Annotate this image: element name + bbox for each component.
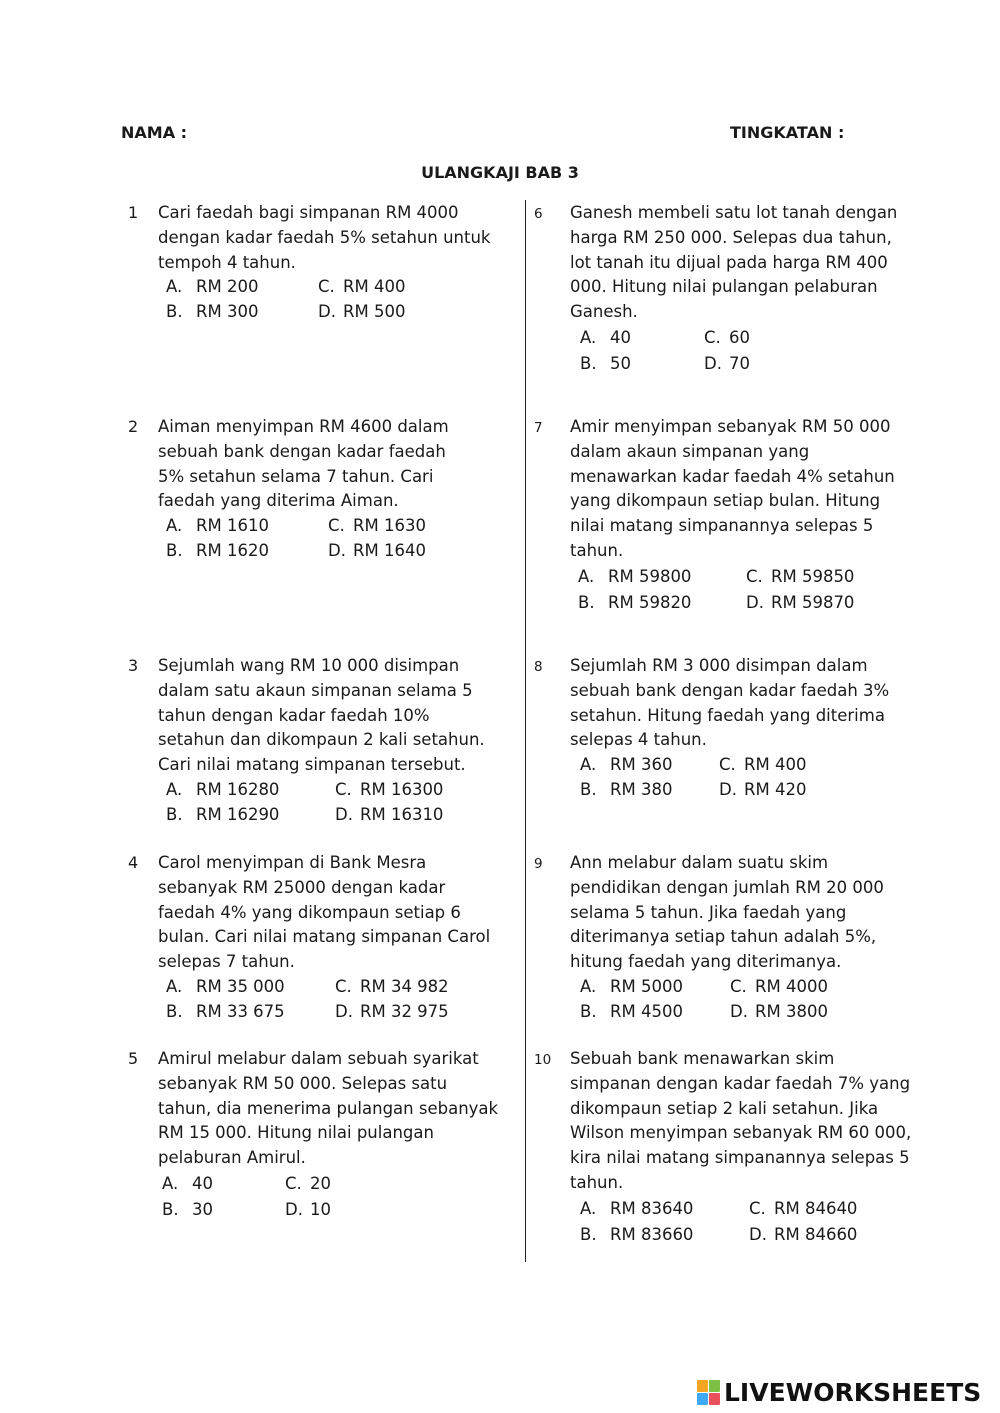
- option-c[interactable]: C. RM 4000: [730, 976, 828, 996]
- question-number: 8: [534, 659, 543, 675]
- question-text: Carol menyimpan di Bank Mesra sebanyak RM 25000 dengan kadar faedah 4% yang dikompaun setiap 6 bulan. Cari nilai matang simpanan Carol selepas 7 tahun.: [158, 853, 491, 972]
- option-d[interactable]: D. RM 420: [719, 779, 807, 799]
- question-text: Ganesh membeli satu lot tanah dengan harga RM 250 000. Selepas dua tahun, lot tanah itu dijual pada harga RM 400 000. Hitung nilai pulangan pelaburan Ganesh.: [570, 203, 898, 322]
- question-number: 6: [534, 206, 543, 222]
- option-d[interactable]: D. RM 16310: [335, 804, 444, 824]
- liveworksheets-wordmark: LIVEWORKSHEETS: [724, 1378, 982, 1407]
- form-level-label: TINGKATAN :: [730, 123, 845, 142]
- question-8: [534, 654, 930, 803]
- option-a[interactable]: A. RM 16280: [166, 779, 280, 799]
- option-d[interactable]: D. RM 3800: [730, 1001, 828, 1021]
- question-3: [128, 654, 518, 828]
- option-b[interactable]: B. RM 33 675: [166, 1001, 285, 1021]
- option-a[interactable]: A. RM 5000: [580, 976, 683, 996]
- answer-options: [166, 975, 518, 1025]
- option-c[interactable]: C. RM 1630: [328, 516, 426, 536]
- answer-options: [580, 753, 930, 803]
- option-a[interactable]: A. 40: [162, 1173, 213, 1193]
- option-c[interactable]: C. RM 34 982: [335, 976, 449, 996]
- option-b[interactable]: B. RM 1620: [166, 540, 269, 560]
- question-text: Cari faedah bagi simpanan RM 4000 dengan kadar faedah 5% setahun untuk tempoh 4 tahun.: [158, 203, 491, 272]
- name-label: NAMA :: [121, 123, 188, 142]
- option-b[interactable]: B. RM 16290: [166, 804, 280, 824]
- question-6: [534, 201, 930, 378]
- option-b[interactable]: B. RM 83660: [580, 1225, 694, 1245]
- question-4: [128, 851, 518, 1025]
- option-b[interactable]: B. 50: [580, 354, 631, 374]
- answer-options: [580, 1196, 930, 1249]
- question-7: [534, 415, 930, 617]
- question-text: Sejumlah wang RM 10 000 disimpan dalam satu akaun simpanan selama 5 tahun dengan kadar faedah 10% setahun dan dikompaun 2 kali setahun. Cari nilai matang simpanan tersebut.: [158, 656, 485, 775]
- option-c[interactable]: C. RM 400: [719, 755, 807, 775]
- answer-options: [166, 275, 518, 325]
- option-d[interactable]: D. RM 1640: [328, 540, 426, 560]
- question-text: Ann melabur dalam suatu skim pendidikan dengan jumlah RM 20 000 selama 5 tahun. Jika faedah yang diterimanya setiap tahun adalah 5%, hitung faedah yang diterimanya.: [570, 853, 884, 972]
- option-b[interactable]: B. 30: [162, 1200, 213, 1220]
- option-a[interactable]: A. RM 200: [166, 277, 259, 297]
- question-number: 10: [534, 1052, 552, 1068]
- option-d[interactable]: D. RM 500: [318, 302, 406, 322]
- liveworksheets-logo: [697, 1378, 981, 1407]
- option-b[interactable]: B. RM 380: [580, 779, 673, 799]
- option-a[interactable]: A. 40: [580, 327, 631, 347]
- option-a[interactable]: A. RM 83640: [580, 1198, 694, 1218]
- option-a[interactable]: A. RM 35 000: [166, 976, 285, 996]
- option-d[interactable]: D. RM 84660: [749, 1225, 858, 1245]
- option-c[interactable]: C. RM 59850: [746, 566, 855, 586]
- option-d[interactable]: D. RM 32 975: [335, 1001, 449, 1021]
- answer-options: [166, 514, 518, 564]
- question-5: [128, 1047, 518, 1224]
- answer-options: [578, 564, 930, 617]
- question-text: Amir menyimpan sebanyak RM 50 000 dalam akaun simpanan yang menawarkan kadar faedah 4% setahun yang dikompaun setiap bulan. Hitung nilai matang simpanannya selepas 5 tahun.: [570, 417, 895, 560]
- question-2: [128, 415, 518, 564]
- column-divider: [525, 200, 526, 1262]
- option-d[interactable]: D. RM 59870: [746, 593, 855, 613]
- option-c[interactable]: C. RM 400: [318, 277, 406, 297]
- worksheet-title: ULANGKAJI BAB 3: [421, 163, 579, 182]
- question-number: 2: [128, 417, 139, 436]
- answer-options: [166, 778, 518, 828]
- option-b[interactable]: B. RM 300: [166, 302, 259, 322]
- option-a[interactable]: A. RM 59800: [578, 566, 692, 586]
- question-text: Amirul melabur dalam sebuah syarikat sebanyak RM 50 000. Selepas satu tahun, dia menerima pulangan sebanyak RM 15 000. Hitung nilai pulangan pelaburan Amirul.: [158, 1049, 499, 1168]
- question-number: 9: [534, 856, 543, 872]
- option-c[interactable]: C. 20: [285, 1173, 331, 1193]
- question-number: 1: [128, 203, 139, 222]
- question-text: Sejumlah RM 3 000 disimpan dalam sebuah bank dengan kadar faedah 3% setahun. Hitung faedah yang diterima selepas 4 tahun.: [570, 656, 890, 750]
- question-1: [128, 201, 518, 325]
- option-d[interactable]: D. 10: [285, 1200, 331, 1220]
- question-9: [534, 851, 930, 1025]
- option-d[interactable]: D. 70: [704, 354, 750, 374]
- option-c[interactable]: C. RM 84640: [749, 1198, 858, 1218]
- answer-options: [580, 325, 930, 378]
- option-c[interactable]: C. 60: [704, 327, 750, 347]
- option-c[interactable]: C. RM 16300: [335, 779, 444, 799]
- question-text: Sebuah bank menawarkan skim simpanan dengan kadar faedah 7% yang dikompaun setiap 2 kali setahun. Jika Wilson menyimpan sebanyak RM 60 000, kira nilai matang simpanannya selepas 5 tahun.: [570, 1049, 912, 1192]
- question-number: 4: [128, 853, 139, 872]
- option-b[interactable]: B. RM 59820: [578, 593, 692, 613]
- option-b[interactable]: B. RM 4500: [580, 1001, 683, 1021]
- option-a[interactable]: A. RM 360: [580, 755, 673, 775]
- question-text: Aiman menyimpan RM 4600 dalam sebuah bank dengan kadar faedah 5% setahun selama 7 tahun. Cari faedah yang diterima Aiman.: [158, 417, 449, 511]
- question-number: 5: [128, 1049, 139, 1068]
- liveworksheets-logo-icon: [697, 1380, 721, 1406]
- answer-options: [162, 1171, 518, 1224]
- question-number: 3: [128, 656, 139, 675]
- question-10: [534, 1047, 930, 1249]
- answer-options: [580, 975, 930, 1025]
- question-number: 7: [534, 420, 543, 436]
- option-a[interactable]: A. RM 1610: [166, 516, 269, 536]
